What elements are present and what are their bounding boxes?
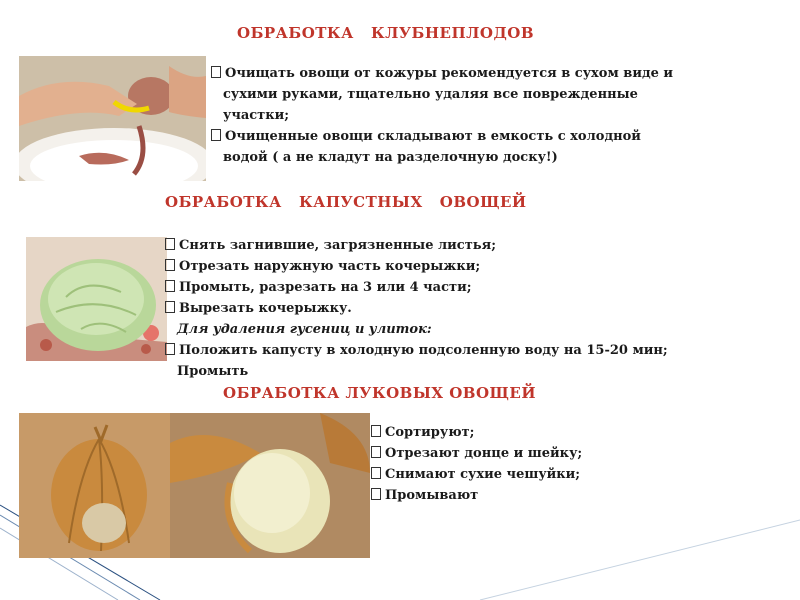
onion-line-3: Снимают сухие чешуйки; [371, 464, 582, 485]
whole-onion-photo [19, 413, 181, 558]
tubers-title: ОБРАБОТКА КЛУБНЕПЛОДОВ [237, 24, 535, 42]
tubers-line-1: Очищать овощи от кожуры рекомендуется в сухом виде и [211, 63, 673, 84]
tubers-line-5: водой ( а не кладут на разделочную доску!) [223, 150, 558, 165]
onion-title: ОБРАБОТКА ЛУКОВЫХ ОВОЩЕЙ [223, 384, 537, 402]
tubers-list [211, 63, 673, 168]
bullet-icon [371, 425, 381, 437]
peeled-onion-photo [170, 413, 370, 558]
peeling-potato-photo [19, 56, 206, 181]
cabbage-photo [26, 237, 167, 361]
bullet-icon [165, 259, 175, 271]
onion-line-1: Сортируют; [371, 422, 582, 443]
bullet-icon [165, 280, 175, 292]
bullet-icon [371, 467, 381, 479]
onion-line-4: Промывают [371, 485, 582, 506]
onion-line-2: Отрезают донце и шейку; [371, 443, 582, 464]
tubers-line-2: сухими руками, тщательно удаляя все поврежденные [223, 87, 638, 102]
cabbage-title: ОБРАБОТКА КАПУСТНЫХ ОВОЩЕЙ [165, 193, 527, 211]
bullet-icon [371, 446, 381, 458]
bullet-icon [211, 129, 221, 141]
bullet-icon [165, 238, 175, 250]
bullet-icon [165, 301, 175, 313]
onion-list [371, 422, 582, 506]
cabbage-line-5: Для удаления гусениц и улиток: [177, 322, 432, 337]
cabbage-line-3: Промыть, разрезать на 3 или 4 части; [165, 277, 668, 298]
cabbage-line-4: Вырезать кочерыжку. [165, 298, 668, 319]
cabbage-line-7: Промыть [177, 364, 249, 379]
tubers-line-4: Очищенные овощи складывают в емкость с холодной [211, 126, 673, 147]
cabbage-line-6: Положить капусту в холодную подсоленную воду на 15-20 мин; [165, 340, 668, 361]
bullet-icon [165, 343, 175, 355]
tubers-line-3: участки; [223, 108, 290, 123]
cabbage-line-1: Снять загнившие, загрязненные листья; [165, 235, 668, 256]
bullet-icon [211, 66, 221, 78]
cabbage-line-2: Отрезать наружную часть кочерыжки; [165, 256, 668, 277]
cabbage-list [165, 235, 668, 382]
bullet-icon [371, 488, 381, 500]
